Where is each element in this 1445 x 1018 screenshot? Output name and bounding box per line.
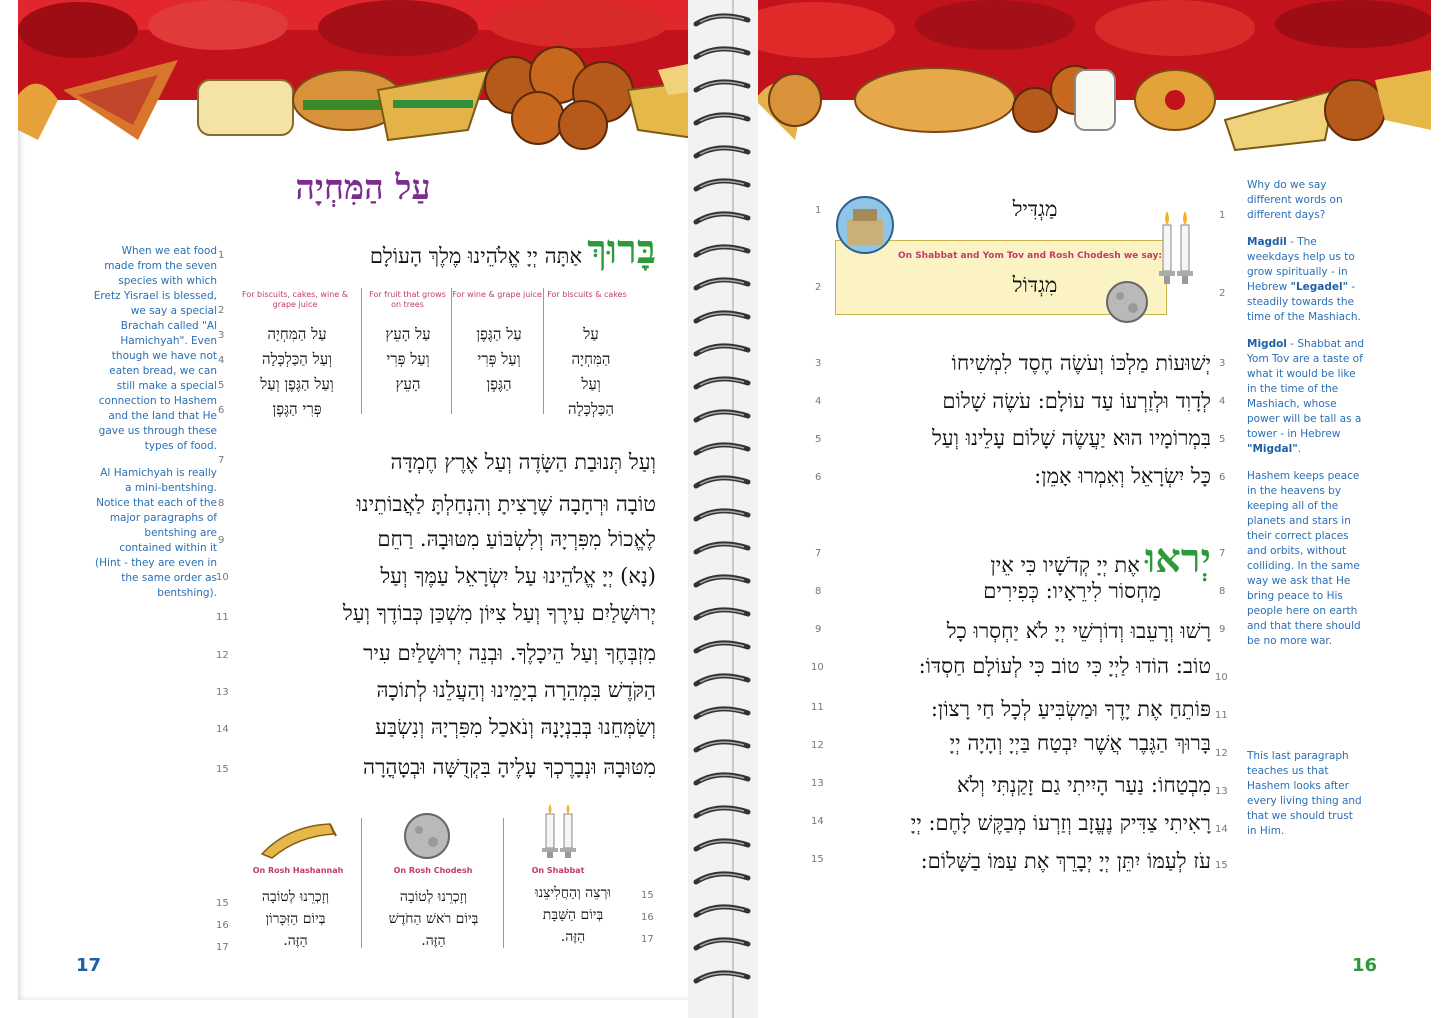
body-line: מִבְטַחוֹ: נַעַר הָיִיתִי גַם זָקַנְתִּי וְלֹא [956,773,1211,797]
column-text-biscuits-cakes: עַל הַמִּחְיָה וְעַל הַכַּלְכָּלָה [568,325,614,418]
sidebar-question: Why do we say different words on different days? [1247,179,1343,221]
line-number: 7 [218,455,225,466]
magdil-migdol-box [835,185,1230,315]
sidebar-note-mini-bentshing: Al Hamichyah is really a mini-bentshing. Notice that each of the major paragraphs of bentshing are contained within it (Hint - they are even in the same order as bentshing). [95,467,217,599]
line-number: 14 [216,724,229,735]
line-number: 6 [1219,472,1226,483]
panel-divider [503,818,504,948]
line-number: 11 [1215,710,1228,721]
panel-divider [361,818,362,948]
line-number: 15 [216,764,229,775]
page-number-left: 17 [76,955,102,976]
body-line: רָאִיתִי צַדִּיק נֶעֱזָב וְזַרְעוֹ מְבַקֶּשׁ לָחֶם: יְיָ [910,811,1211,835]
migdol-word: מִגְדּוֹל [1012,273,1058,297]
sidebar-note-migdol: Migdol - Shabbat and Yom Tov are a taste of what it would be like in the time of the Mashiach, whose power will be tall as a tower - in Hebrew "Migdal". [1247,338,1365,455]
panel-text-rosh-hashannah: וְזָכְרֵנוּ לְטוֹבָה בְּיוֹם הַזִּכָּרוֹן הַזֶּה. [261,889,330,949]
line-number: 2 [218,305,225,316]
line-number: 5 [218,380,225,391]
body-line: יְשׁוּעוֹת מַלְכּוֹ וְעֹשֶׂה חֶסֶד לִמְשִׁיחוֹ [951,351,1211,375]
line-number: 3 [815,358,822,369]
column-divider [361,288,362,414]
shabbat-candles-icon [1155,207,1199,287]
body-line: לְדָוִד וּלְזַרְעוֹ עַד עוֹלָם: עֹשֶׂה שָׁלוֹם [942,389,1211,413]
shofar-icon [258,820,338,860]
body-line: עֹז לְעַמּוֹ יִתֵּן יְיָ יְבָרֵךְ אֶת עַמּוֹ בַשָּׁלוֹם: [920,849,1211,873]
body-line: בָּרוּךְ הַגֶּבֶר אֲשֶׁר יִבְטַח בַּיְיָ וְהָיָה יְיָ [949,731,1211,755]
body-line: טוֹב: הוֹדוּ לַיְיָ כִּי טוֹב כִּי לְעוֹלָם חַסְדּוֹ: [918,654,1211,678]
opening-line-rest: אַתָּה יְיָ אֱלֹהֵינוּ מֶלֶךְ הָעוֹלָם [369,244,583,268]
line-number: 15 [1215,860,1228,871]
panel-caption-rosh-hashannah: On Rosh Hashannah [252,866,344,875]
line-number: 3 [218,330,225,341]
body-line: פּוֹתֵחַ אֶת יָדֶךָ וּמַשְׂבִּיעַ לְכָל חַי רָצוֹן: [930,697,1211,721]
column-heading-combined: For biscuits, cakes, wine & grape juice [242,290,348,309]
line-number: 1 [218,250,225,261]
line-number: 8 [218,498,225,509]
column-heading-fruit: For fruit that grows on trees [369,290,446,309]
panel-caption-shabbat: On Shabbat [531,866,585,875]
page-title: עַל הַמִּחְיָה [295,168,431,208]
line-number: 14 [811,816,824,827]
line-number: 17 [216,942,229,953]
spiral-binding [688,0,758,1018]
body-line: מִזְבְּחֶךָ וְעַל הֵיכָלֶךָ. וּבְנֵה יְרוּשָׁלַיִם עִיר [363,641,656,665]
line-number: 16 [641,912,654,923]
body-line: בִּמְרוֹמָיו הוּא יַעֲשֶׂה שָׁלוֹם עָלֵינוּ וְעַל [931,426,1211,450]
magdil-word: מַגְדִּיל [1012,197,1058,221]
column-text-combined: עַל הַמִּחְיָה וְעַל הַכַּלְכָּלָה וְעַל הַגֶּפֶן וְעַל פְּרִי הַגֶּפֶן [260,325,334,418]
line-number: 10 [1215,672,1228,683]
body-line: כָּל יִשְׂרָאֵל וְאִמְרוּ אָמֵן: [1034,464,1211,488]
line-number: 6 [815,472,822,483]
page-number-right: 16 [1352,955,1378,976]
line-number: 12 [1215,748,1228,759]
line-number: 17 [641,934,654,945]
yiru-opening-line [990,535,1211,582]
left-page [18,0,708,1000]
body-line: וְשַׂמְּחֵנוּ בְּבִנְיָנָהּ וְנֹאכַל מִפִּרְיָהּ וְנִשְׂבַּע [375,715,656,739]
line-number: 13 [216,687,229,698]
column-text-wine-juice: עַל הַגֶּפֶן וְעַל פְּרִי הַגֶּפֶן [476,325,522,393]
line-number: 12 [216,650,229,661]
line-number: 9 [1219,624,1226,635]
line-number: 2 [815,282,822,293]
line-number: 15 [641,890,654,901]
right-sidebar-notes [1247,178,1365,851]
left-sidebar-notes [92,244,217,613]
right-page [735,0,1431,1000]
shabbat-yomtov-caption: On Shabbat and Yom Tov and Rosh Chodesh we say: [898,251,1162,261]
line-number: 13 [811,778,824,789]
yiru-line-rest: אֶת יְיָ קְדֹשָׁיו כִּי אֵין [990,553,1140,577]
body-line: לֶאֱכוֹל מִפִּרְיָהּ וְלִשְׂבּוֹעַ מִטּוּבָהּ. רַחֵם [377,527,656,551]
line-number: 9 [815,624,822,635]
line-number: 7 [1219,548,1226,559]
body-line: וְעַל תְּנוּבַת הַשָּׂדֶה וְעַל אֶרֶץ חֶמְדָּה [390,450,656,474]
line-number: 4 [1219,396,1226,407]
moon-icon [403,812,451,860]
sidebar-note-magdil: Magdil - The weekdays help us to grow spiritually - in Hebrew "Legadel" - steadily towards the time of the Mashiach. [1247,236,1361,323]
body-line: טוֹבָה וּרְחָבָה שֶׁרָצִיתָ וְהִנְחַלְתָּ לַאֲבוֹתֵינוּ [356,492,656,516]
line-number: 8 [815,586,822,597]
kotel-scene-icon [835,195,895,255]
panel-text-rosh-chodesh: וְזָכְרֵנוּ לְטוֹבָה בְּיוֹם רֹאשׁ הַחֹדֶשׁ הַזֶּה. [388,889,479,949]
opening-word-baruch: בָּרוּךְ [587,226,656,273]
line-number: 10 [811,662,824,673]
column-heading-wine-juice: For wine & grape juice [452,290,542,299]
food-banner-illustration [735,0,1431,160]
opening-line [370,226,656,273]
yiru-word: יְראוּ [1144,535,1211,582]
food-banner-illustration [18,0,708,160]
line-number: 11 [216,612,229,623]
line-number: 3 [1219,358,1226,369]
line-number: 1 [1219,210,1226,221]
sidebar-note-al-hamichyah: When we eat food made from the seven species with which Eretz Yisrael is blessed, we say a special Brachah called "Al Hamichyah". Even though we have not eaten bread, we can still make a special connection to Hashem and the land that He gave us through these types of food. [93,245,217,452]
line-number: 5 [815,434,822,445]
line-number: 15 [811,854,824,865]
line-number: 11 [811,702,824,713]
line-number: 15 [216,898,229,909]
sidebar-note-last-paragraph: This last paragraph teaches us that Hashem looks after every living thing and that we should trust in Him. [1247,750,1362,837]
line-number: 6 [218,405,225,416]
line-number: 2 [1219,288,1226,299]
line-number: 12 [811,740,824,751]
body-line: הַקֹּדֶשׁ בִּמְהֵרָה בְיָמֵינוּ וְהַעֲלֵנוּ לְתוֹכָהּ [376,678,656,702]
panel-caption-rosh-chodesh: On Rosh Chodesh [393,866,473,875]
line-number: 4 [218,355,225,366]
line-number: 7 [815,548,822,559]
line-number: 8 [1219,586,1226,597]
body-line: מַחְסוֹר לִירֵאָיו: כְּפִירִים [983,579,1161,603]
shabbat-candles-icon [538,800,582,860]
body-line: יְרוּשָׁלַיִם עִירֶךָ וְעַל צִיּוֹן מִשְׁכַּן כְּבוֹדֶךָ וְעַל [342,601,656,625]
line-number: 13 [1215,786,1228,797]
panel-text-shabbat: וּרְצֵה וְהַחֲלִיצֵנוּ בְּיוֹם הַשַּׁבָּת הַזֶּה. [535,885,611,945]
body-line: רָשׁוּ וְרָעֵבוּ וְדוֹרְשֵׁי יְיָ לֹא יַחְסְרוּ כָל [946,619,1211,643]
body-line: (נָא) יְיָ אֱלֹהֵינוּ עַל יִשְׂרָאֵל עַמֶּךָ וְעַל [380,564,656,588]
line-number: 4 [815,396,822,407]
line-number: 16 [216,920,229,931]
line-number: 5 [1219,434,1226,445]
column-heading-biscuits-cakes: For biscuits & cakes [547,290,627,299]
line-number: 14 [1215,824,1228,835]
line-number: 9 [218,535,225,546]
moon-icon [1105,280,1149,324]
column-text-fruit: עַל הָעֵץ וְעַל פְּרִי הָעֵץ [385,325,431,393]
line-number: 1 [815,205,822,216]
line-number: 10 [216,572,229,583]
sidebar-note-peace: Hashem keeps peace in the heavens by keeping all of the planets and stars in their correct places and orbits, without colliding. In the same way we ask that He bring peace to His people here on earth and that there should be no more war. [1247,470,1361,647]
body-line: מִטּוּבָהּ וּנְבָרֶכְךָ עָלֶיהָ בִּקְדֻשָּׁה וּבְטָהֳרָה [363,755,656,779]
